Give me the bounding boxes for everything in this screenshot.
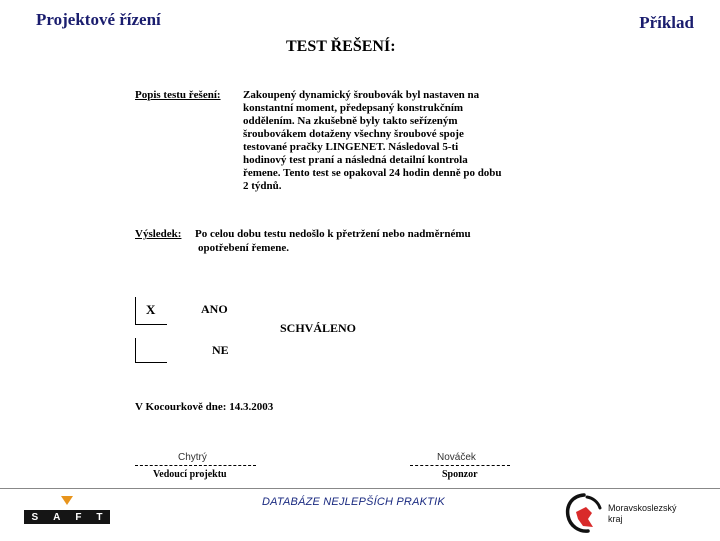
approved-label: SCHVÁLENO [280,321,357,335]
region-logo [562,492,712,536]
footer-center-text: DATABÁZE NEJLEPŠÍCH PRAKTIK [262,496,445,508]
signature-left-line [135,465,256,466]
saft-wordmark [24,510,110,524]
popis-line: Zakoupený dynamický šroubovák byl nastaven na [243,89,480,101]
saft-triangle-icon [61,496,73,505]
popis-line: hodinový test praní a následná detailní kontrola [243,154,468,166]
checkbox-no[interactable] [135,338,167,363]
saft-logo [24,496,110,526]
vysledek-text-line1: Po celou dobu testu nedošlo k přetržení nebo nadměrnému [195,228,471,240]
popis-line: šroubovákem dotaženy všechny šroubové spoje [243,128,464,140]
signature-left-name: Chytrý [178,452,207,463]
option-no-label: NE [212,343,229,357]
popis-label: Popis testu řešení: [135,89,221,101]
popis-line: testované pračky LINGENET. Následoval 5-ti [243,141,459,153]
popis-line: řemene. Tento test se opakoval 24 hodin denně po dobu [243,167,502,179]
header-left-title: Projektové řízení [36,10,161,29]
vysledek-label: Výsledek: [135,228,182,240]
region-name [608,503,708,525]
document-title: TEST ŘEŠENÍ: [286,38,396,55]
saft-letter: S [31,511,39,523]
popis-line: oddělením. Na zkušebně byly takto seřízeným [243,115,458,127]
region-line2: kraj [608,514,623,524]
signature-right-line [410,465,510,466]
region-line1: Moravskoslezský [608,503,677,513]
date-line: V Kocourkově dne: 14.3.2003 [135,401,274,413]
region-emblem-icon [562,492,606,536]
header-right-title: Příklad [639,13,694,32]
saft-letter: A [53,511,61,523]
saft-letter: F [75,511,82,523]
popis-text [243,89,555,193]
vysledek-text-line2: opotřebení řemene. [198,242,290,254]
footer-divider [0,488,720,489]
signature-right-name: Nováček [437,452,476,463]
popis-line: konstantní moment, předepsaný konstrukčním [243,102,464,114]
saft-letter: T [96,511,103,523]
option-yes-label: ANO [201,302,228,316]
checkbox-mark: X [146,302,156,317]
popis-line: 2 týdnů. [243,180,282,192]
signature-left-role: Vedoucí projektu [153,469,227,480]
signature-right-role: Sponzor [442,469,478,480]
